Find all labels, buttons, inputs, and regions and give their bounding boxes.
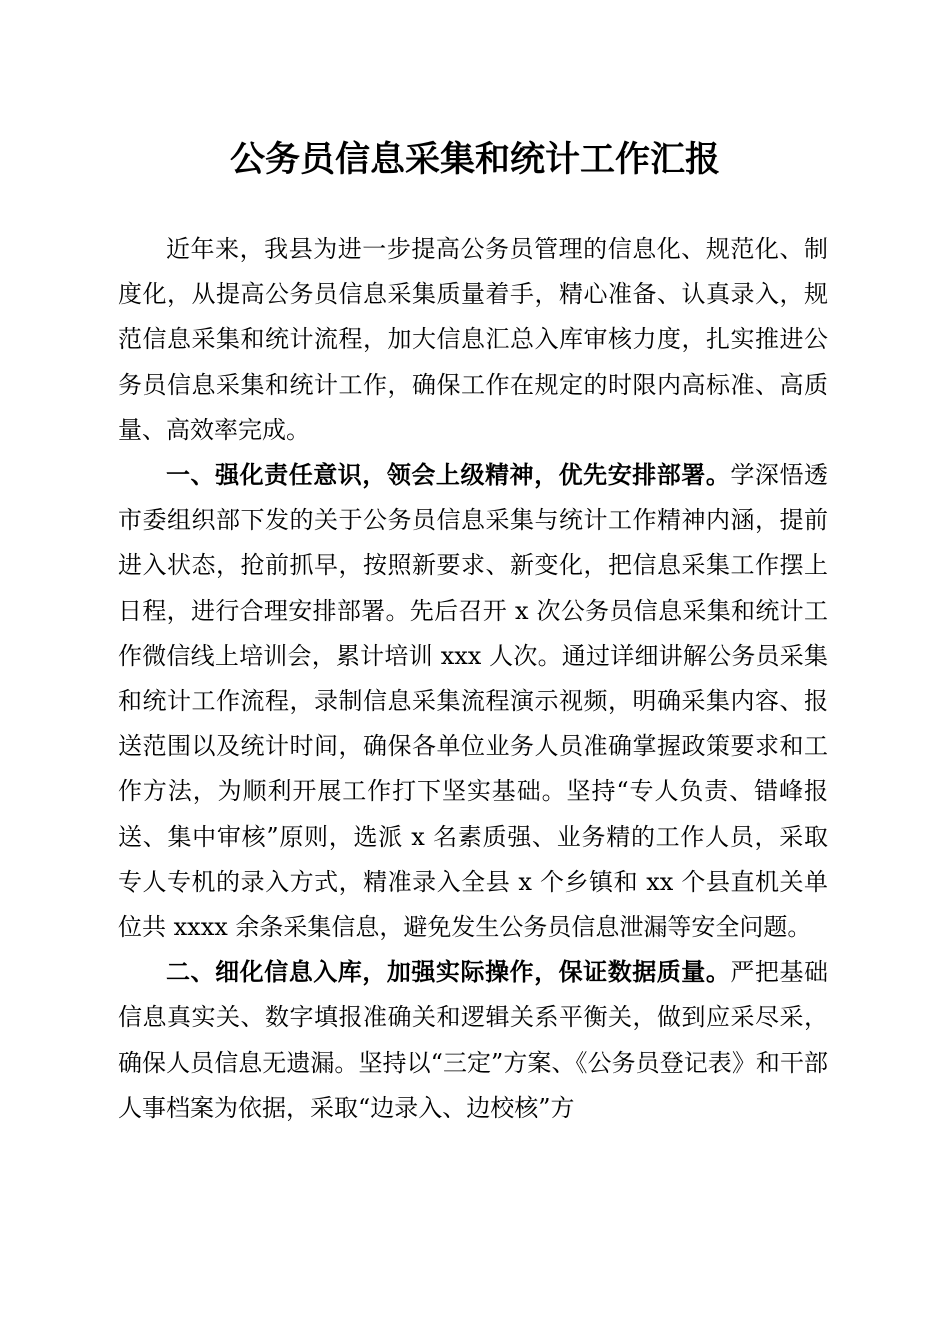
section-1-paragraph [118, 453, 828, 950]
section-2-paragraph [118, 950, 828, 1131]
document-body [118, 227, 828, 1131]
intro-paragraph: 近年来，我县为进一步提高公务员管理的信息化、规范化、制度化，从提高公务员信息采集质量着手，精心准备、认真录入，规范信息采集和统计流程，加大信息汇总入库审核力度，扎实推进公务员信息采集和统计工作，确保工作在规定的时限内高标准、高质量、高效率完成。 [118, 235, 828, 444]
section-2-heading: 二、细化信息入库，加强实际操作，保证数据质量。 [166, 958, 731, 987]
section-2-body: 严把基础信息真实关、数字填报准确关和逻辑关系平衡关，做到应采尽采，确保人员信息无遗漏。坚持以“三定”方案、《公务员登记表》和干部人事档案为依据，采取“边录入、边校核”方 [118, 958, 829, 1122]
section-1-body: 学深悟透市委组织部下发的关于公务员信息采集与统计工作精神内涵，提前进入状态，抢前抓早，按照新要求、新变化，把信息采集工作摆上日程，进行合理安排部署。先后召开 x 次公务员信息采集和统计工作微信线上培训会，累计培训 xxx 人次。通过详细讲解公务员采集和统计工作流程，录制信息采集流程演示视频，明确采集内容、报送范围以及统计时间，确保各单位业务人员准确掌握政策要求和工作方法，为顺利开展工作打下坚实基础。坚持“专人负责、错峰报送、集中审核”原则，选派 x 名素质强、业务精的工作人员，采取专人专机的录入方式，精准录入全县 x 个乡镇和 xx 个县直机关单位共 xxxx 余条采集信息，避免发生公务员信息泄漏等安全问题。 [118, 461, 829, 942]
document-title: 公务员信息采集和统计工作汇报 [229, 139, 720, 180]
section-1-heading: 一、强化责任意识，领会上级精神，优先安排部署。 [166, 461, 731, 490]
